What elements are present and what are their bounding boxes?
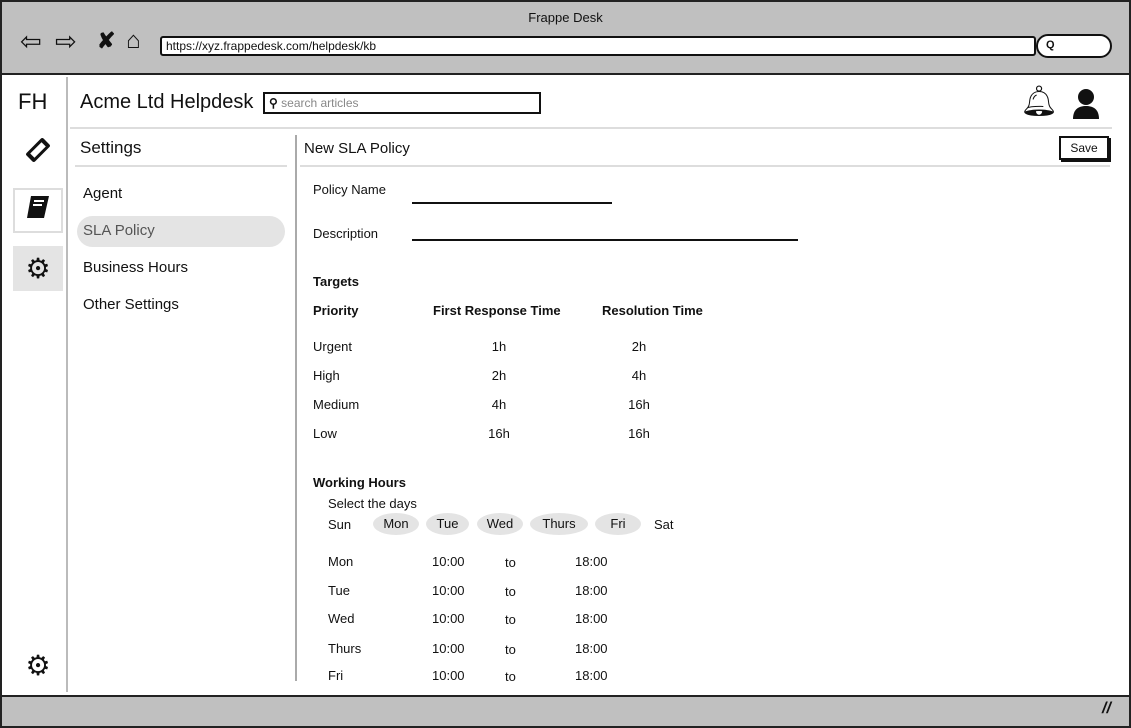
select-days-label: Select the days [328,496,417,511]
priority-cell: Low [313,426,337,441]
resolution-cell: 4h [631,368,647,383]
settings-gear-icon[interactable]: ⚙ [13,246,63,291]
start-time[interactable]: 10:00 [432,583,465,598]
to-label: to [505,584,516,599]
day-toggle-thurs[interactable]: Thurs [530,513,588,535]
home-icon[interactable]: ⌂ [126,27,141,54]
header-first-response: First Response Time [433,303,561,318]
resolution-cell: 16h [628,426,650,441]
sidebar-item-agent[interactable]: Agent [83,185,123,202]
resize-handle-icon[interactable]: // [1102,700,1111,717]
schedule-day: Tue [328,583,350,598]
resolution-cell: 16h [628,397,650,412]
start-time[interactable]: 10:00 [432,554,465,569]
to-label: to [505,612,516,627]
priority-cell: High [313,368,340,383]
url-bar[interactable]: https://xyz.frappedesk.com/helpdesk/kb [160,36,1036,56]
search-icon: ⚲ [269,96,278,110]
search-placeholder: search articles [281,96,359,110]
to-label: to [505,642,516,657]
stop-icon[interactable]: ✘ [97,28,116,53]
schedule-day: Thurs [328,641,362,656]
end-time[interactable]: 18:00 [575,611,608,626]
start-time[interactable]: 10:00 [432,641,465,656]
header-resolution: Resolution Time [602,303,703,318]
form-title: New SLA Policy [304,140,410,157]
sidebar-item-sla-policy[interactable]: SLA Policy [83,222,155,239]
sidebar-item-other-settings[interactable]: Other Settings [83,296,179,313]
forward-icon[interactable]: ⇨ [55,26,77,56]
end-time[interactable]: 18:00 [575,554,608,569]
first-response-cell: 4h [491,397,507,412]
priority-cell: Medium [313,397,360,412]
settings-title: Settings [80,138,142,157]
app-logo: FH [18,89,48,114]
schedule-day: Mon [328,554,354,569]
save-button[interactable]: Save [1059,136,1109,160]
day-toggle-fri[interactable]: Fri [595,513,641,535]
app-title: Acme Ltd Helpdesk [80,91,254,113]
priority-cell: Urgent [313,339,353,354]
schedule-day: Fri [328,668,344,683]
first-response-cell: 2h [491,368,507,383]
day-toggle-tue[interactable]: Tue [426,513,469,535]
working-hours-title: Working Hours [313,475,406,490]
description-label: Description [313,226,379,241]
first-response-cell: 16h [488,426,510,441]
header-priority: Priority [313,303,359,318]
back-icon[interactable]: ⇦ [20,26,42,56]
sidebar-item-business-hours[interactable]: Business Hours [83,259,189,276]
day-toggle-mon[interactable]: Mon [373,513,419,535]
to-label: to [505,669,516,684]
end-time[interactable]: 18:00 [575,641,608,656]
schedule-day: Wed [328,611,355,626]
window-title: Frappe Desk [528,10,603,25]
bottom-gear-icon[interactable]: ⚙ [25,650,51,681]
browser-search-icon[interactable]: Q [1036,34,1112,58]
day-toggle-wed[interactable]: Wed [477,513,523,535]
to-label: to [505,555,516,570]
first-response-cell: 1h [491,339,507,354]
end-time[interactable]: 18:00 [575,583,608,598]
end-time[interactable]: 18:00 [575,668,608,683]
day-toggle-sun[interactable]: Sun [328,517,352,532]
resolution-cell: 2h [631,339,647,354]
day-toggle-sat[interactable]: Sat [654,517,674,532]
targets-title: Targets [313,274,359,289]
start-time[interactable]: 10:00 [432,668,465,683]
bell-icon[interactable]: 🔔︎ [1020,85,1059,118]
start-time[interactable]: 10:00 [432,611,465,626]
policy-name-label: Policy Name [313,182,386,197]
